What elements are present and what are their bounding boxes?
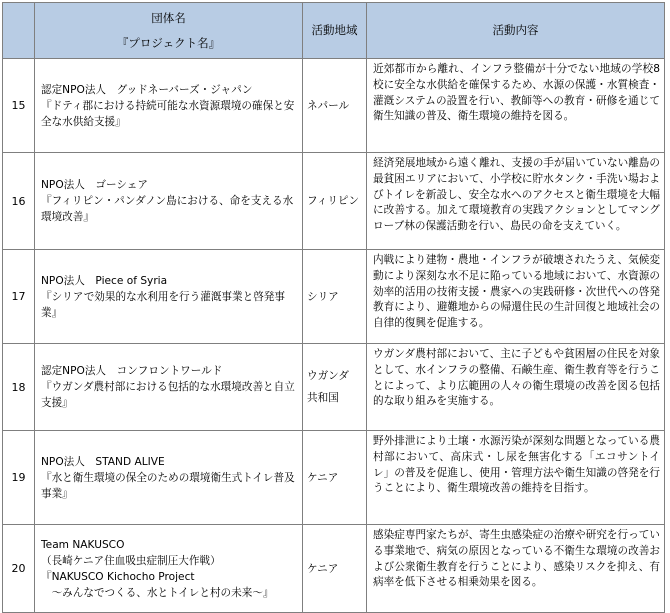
area-text: ケニア <box>307 471 339 484</box>
header-area: 活動地域 <box>303 3 367 59</box>
description: 近郊都市から離れ、インフラ整備が十分でない地域の学校8校に安全な水供給を確保するため、水源の保護・水質検査・灌漑システムの設置を行い、教師等への教育・研修を通じて衛生知識の普及、衛生環境の維持を図る。 <box>367 59 665 153</box>
org-name: 認定NPO法人 グッドネーバーズ・ジャパン <box>41 83 253 96</box>
table-header-row <box>3 3 665 59</box>
description: 感染症専門家たちが、寄生虫感染症の治療や研究を行っている事業地で、病気の原因となっている不衛生な環境の改善および公衆衛生教育を行うことにより、感染リスクを抑え、有病率を低下させる相乗効果を図る。 <box>367 525 665 613</box>
project-name: 『NAKUSCO Kichocho Project <box>41 570 195 583</box>
org-name: NPO法人 Piece of Syria <box>41 274 168 287</box>
row-number: 16 <box>3 153 35 250</box>
org-cell <box>35 525 303 613</box>
description: 内戦により建物・農地・インフラが破壊されたうえ、気候変動により深刻な水不足に陥っている地域において、水資源の効率的活用の技術支援・農家への実践研修・次世代への啓発教育により、避難地からの帰還住民の生計回復と地域社会の自律的復興を促進する。 <box>367 250 665 344</box>
project-subtitle: ～みんなでつくる、水とトイレと村の未来～』 <box>41 586 274 599</box>
table-row <box>3 525 665 613</box>
projects-table <box>2 2 665 613</box>
row-number: 18 <box>3 344 35 431</box>
area-text: ネパール <box>307 99 350 112</box>
org-name: 認定NPO法人 コンフロントワールド <box>41 365 223 377</box>
org-cell <box>35 250 303 344</box>
table-row <box>3 344 665 431</box>
header-desc: 活動内容 <box>367 3 665 59</box>
table-row <box>3 431 665 525</box>
area-text: ウガンダ <box>307 370 349 382</box>
area-cell <box>303 59 367 153</box>
description: 野外排泄により土壌・水源汚染が深刻な問題となっている農村部において、高床式・し尿を無害化する「エコサントイレ」の普及を促進し、使用・管理方法や衛生知識の啓発を行うことにより、衛生環境改善の維持を目指す。 <box>367 431 665 525</box>
row-number: 19 <box>3 431 35 525</box>
area-cell <box>303 344 367 431</box>
area-text: ケニア <box>307 562 339 575</box>
org-name: NPO法人 ゴーシェア <box>41 179 148 191</box>
header-org-name: 団体名 <box>151 10 186 25</box>
project-name: 『水と衛生環境の保全のための環境衛生式トイレ普及事業』 <box>41 471 295 500</box>
org-name: Team NAKUSCO <box>41 538 125 551</box>
area-text: シリア <box>307 290 339 303</box>
project-name: 『フィリピン・パンダノン島における、命を支える水環境改善』 <box>41 195 294 223</box>
row-number: 15 <box>3 59 35 153</box>
description: 経済発展地域から遠く離れ、支援の手が届いていない離島の最貧困エリアにおいて、小学校に貯水タンク・手洗い場およびトイレを新設し、安全な水へのアクセスと衛生環境を大幅に改善する。加えて環境教育の実践アクションとしてマングローブ林の保護活動を行い、島民の命を支えていく。 <box>367 153 665 250</box>
org-cell <box>35 431 303 525</box>
table-row <box>3 153 665 250</box>
org-cell <box>35 153 303 250</box>
header-project-name: 『プロジェクト名』 <box>116 35 221 50</box>
org-name: NPO法人 STAND ALIVE <box>41 455 165 468</box>
org-cell <box>35 59 303 153</box>
header-no-cell <box>3 3 35 59</box>
row-number: 17 <box>3 250 35 344</box>
area-cell <box>303 431 367 525</box>
area-cell <box>303 525 367 613</box>
area-cell <box>303 250 367 344</box>
row-number: 20 <box>3 525 35 613</box>
table-row <box>3 59 665 153</box>
org-cell <box>35 344 303 431</box>
project-name: 『シリアで効果的な水利用を行う灌漑事業と啓発事業』 <box>41 290 285 319</box>
description: ウガンダ農村部において、主に子どもや貧困層の住民を対象として、水インフラの整備、石鹸生産、衛生教育等を行うことによって、より広範囲の人々の衛生環境の改善を図る包括的な取り組みを実施する。 <box>367 344 665 431</box>
area-text: 共和国 <box>307 392 339 404</box>
org-subtitle: （長崎ケニア住血吸虫症制圧大作戦） <box>41 554 221 567</box>
project-name: 『ウガンダ農村部における包括的な水環境改善と自立支援』 <box>41 381 295 409</box>
area-text: フィリピン <box>307 195 360 207</box>
table-row <box>3 250 665 344</box>
area-cell <box>303 153 367 250</box>
project-name: 『ドティ郡における持続可能な水資源環境の確保と安全な水供給支援』 <box>41 99 295 128</box>
header-org-cell <box>35 3 303 59</box>
